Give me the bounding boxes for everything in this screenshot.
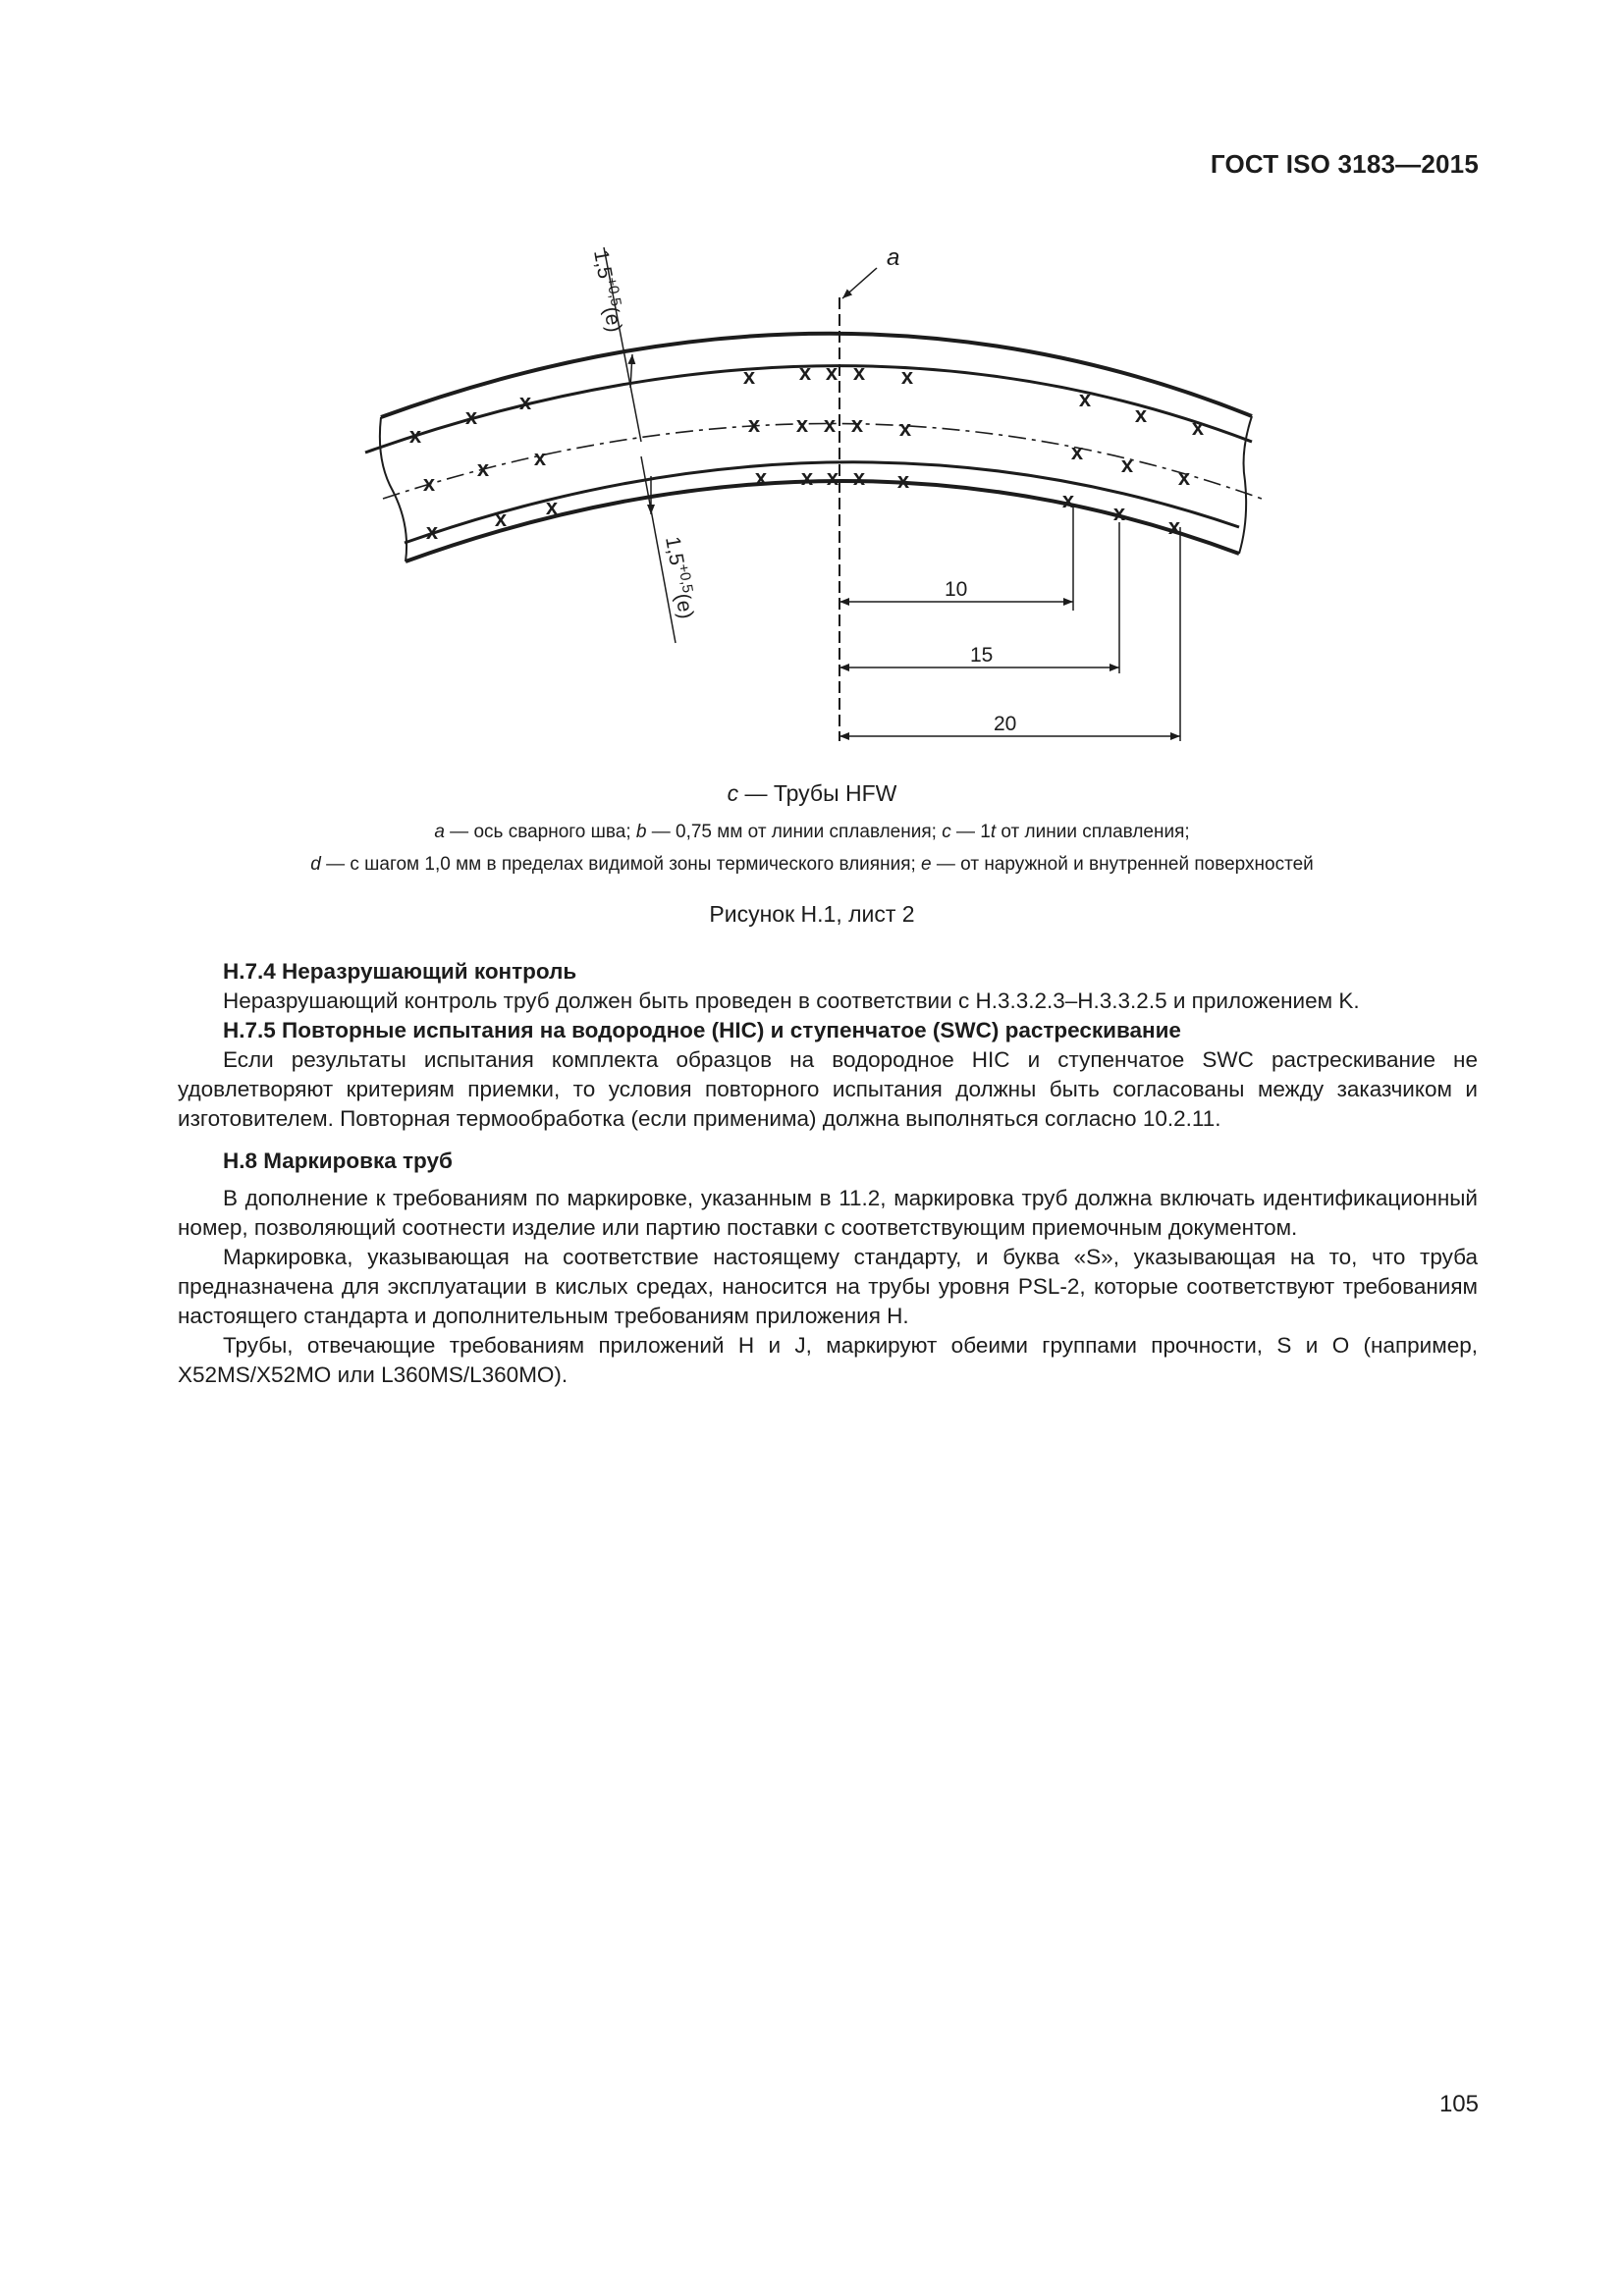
test-point-marker: x	[900, 364, 914, 389]
test-point-marker: x	[464, 404, 478, 429]
test-point-marker: x	[1167, 514, 1181, 539]
test-point-marker: x	[408, 423, 422, 448]
test-point-marker: x	[852, 465, 866, 490]
legend-segment: c	[942, 822, 951, 842]
test-point-marker: x	[898, 416, 912, 441]
test-point-marker: x	[1112, 501, 1126, 525]
test-point-marker: x	[850, 412, 864, 437]
test-point-marker: x	[825, 360, 839, 385]
legend-segment: t	[990, 822, 997, 842]
test-point-marker: x	[747, 412, 761, 437]
legend-segment: e	[921, 854, 932, 875]
dim-top-label: $1,5^{+0,5}(e)$	[589, 247, 626, 335]
dim-20-label: 20	[994, 713, 1017, 735]
document-body	[178, 957, 1478, 1390]
legend-segment: от линии сплавления;	[996, 822, 1190, 842]
section-h8-title: H.8 Маркировка труб	[223, 1148, 453, 1173]
section-h8-paragraph-1: В дополнение к требованиям по маркировке, указанным в 11.2, маркировка труб должна включать идентификационный номер, позволяющий соотнести изделие или партию поставки с соответствующим приемочным документом.	[178, 1186, 1478, 1240]
figure-legend-line-1	[0, 822, 1624, 843]
legend-segment: — 1	[950, 822, 991, 842]
test-point-marker: x	[1078, 387, 1092, 411]
test-point-marker: x	[826, 465, 839, 490]
test-point-marker: x	[795, 412, 809, 437]
document-header: ГОСТ ISO 3183—2015	[1210, 149, 1479, 179]
test-point-marker: x	[533, 446, 547, 470]
section-h8-paragraph-2: Маркировка, указывающая на соответствие настоящему стандарту, и буква «S», указывающая на то, что труба предназначена для эксплуатации в кислых средах, наносится на трубы уровня PSL-2, которые соответствуют требованиям настоящего стандарта и дополнительным требованиям приложения H.	[178, 1245, 1478, 1328]
label-a: a	[887, 244, 900, 271]
test-point-marker: x	[1070, 440, 1084, 464]
test-point-markers	[409, 360, 1205, 544]
test-point-marker: x	[1061, 488, 1075, 512]
legend-segment: a	[434, 822, 445, 842]
dim-bottom-label: $1,5^{+0,5}(e)$	[661, 534, 698, 621]
section-h75-paragraph: Если результаты испытания комплекта образцов на водородное HIC и ступенчатое SWC растрескивание не удовлетворяют критериям приемки, то условия повторного испытания должны быть согласованы между заказчиком и изготовителем. Повторная термообработка (если применима) должна выполняться согласно 10.2.11.	[178, 1047, 1478, 1131]
section-h8-paragraph-3: Трубы, отвечающие требованиям приложений H и J, маркируют обеими группами прочности, S и O (например, X52MS/X52MO или L360MS/L360MO).	[178, 1333, 1478, 1387]
test-point-marker: x	[823, 412, 837, 437]
test-point-marker: x	[742, 364, 756, 389]
test-point-marker: x	[476, 456, 490, 481]
test-point-marker: x	[422, 471, 436, 496]
subfigure-letter: c	[727, 780, 739, 806]
section-h75-title: H.7.5 Повторные испытания на водородное (HIC) и ступенчатое (SWC) растрескивание	[223, 1018, 1181, 1042]
section-h74-title: H.7.4 Неразрушающий контроль	[223, 959, 577, 984]
hardness-test-figure	[0, 0, 1624, 883]
legend-segment: — ось сварного шва;	[444, 822, 636, 842]
legend-segment: — с шагом 1,0 мм в пределах видимой зоны термического влияния;	[320, 854, 922, 875]
test-point-marker: x	[518, 390, 532, 414]
test-point-marker: x	[800, 465, 814, 490]
legend-segment: b	[635, 822, 647, 842]
subfigure-text: — Трубы HFW	[738, 780, 897, 806]
test-point-marker: x	[798, 360, 812, 385]
figure-title: Рисунок H.1, лист 2	[709, 901, 915, 927]
legend-segment: — от наружной и внутренней поверхностей	[931, 854, 1314, 875]
test-point-marker: x	[896, 468, 910, 493]
test-point-marker: x	[425, 519, 439, 544]
test-point-marker: x	[1177, 465, 1191, 490]
outer-wall-arc	[381, 334, 1252, 417]
test-point-marker: x	[1134, 402, 1148, 427]
section-h74-paragraph: Неразрушающий контроль труб должен быть проведен в соответствии с H.3.3.2.3–H.3.3.2.5 и приложением K.	[223, 988, 1360, 1013]
page-number: 105	[1438, 2091, 1479, 2117]
test-point-marker: x	[545, 495, 559, 519]
test-point-marker: x	[1120, 453, 1134, 477]
test-point-marker: x	[1191, 415, 1205, 440]
test-point-marker: x	[852, 360, 866, 385]
subfigure-caption	[0, 780, 1624, 807]
test-point-marker: x	[754, 465, 768, 490]
dim-10-label: 10	[945, 578, 968, 601]
dim-15-label: 15	[970, 644, 994, 667]
figure-legend-line-2	[0, 854, 1624, 876]
legend-segment: d	[310, 854, 321, 875]
leader-a	[842, 268, 877, 298]
legend-segment: — 0,75 мм от линии сплавления;	[646, 822, 943, 842]
test-point-marker: x	[494, 507, 508, 531]
